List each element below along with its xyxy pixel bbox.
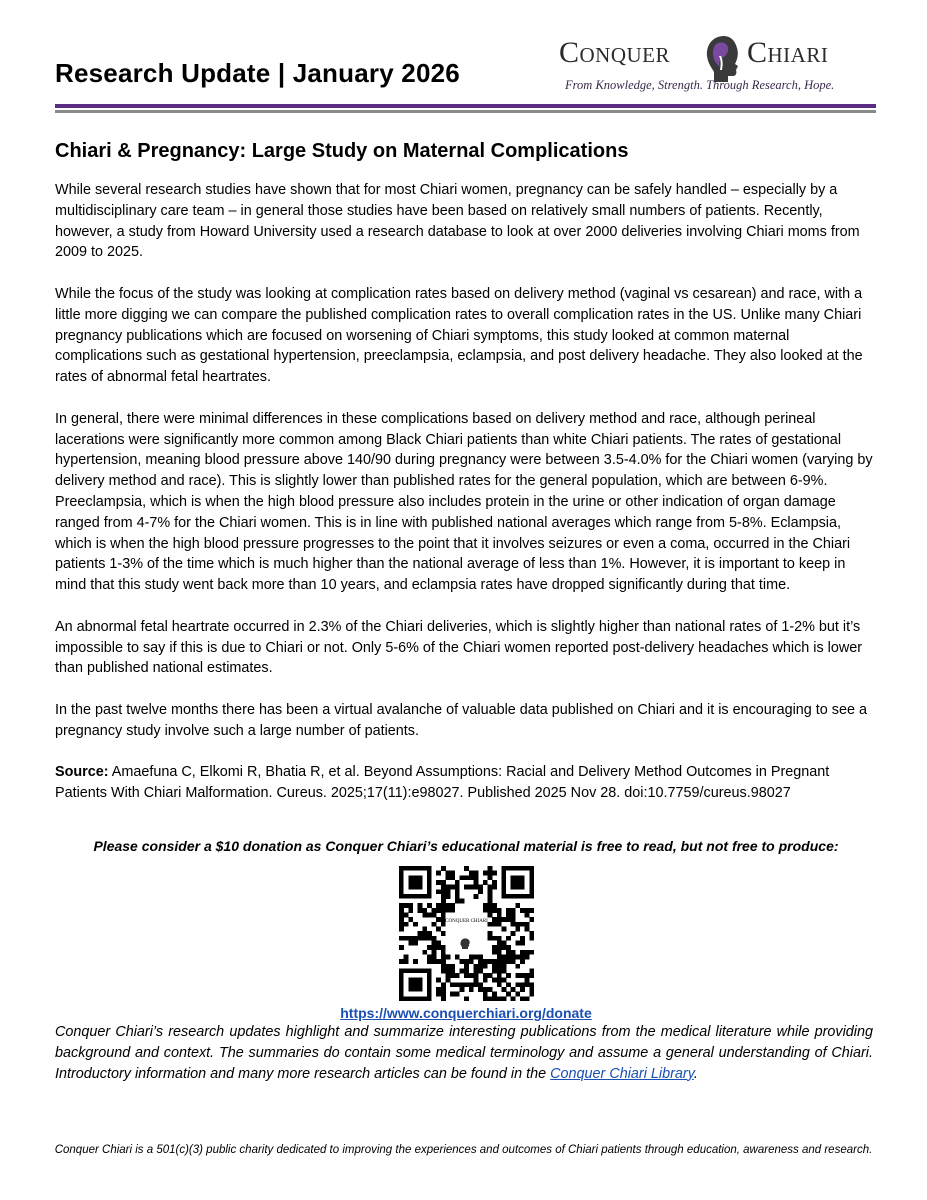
article-paragraph: While the focus of the study was looking at complication rates based on delivery method (vaginal vs cesarean) and race, with a little more digging we can compare the published complication rates to overall complication rates in the US. Unlike many Chiari pregnancy publications which are focused on worsening of Chiari symptoms, this study looked at common maternal complications such as gestational hypertension, preeclampsia, eclampsia, and post delivery headache. They also looked at the rates of abnormal fetal heartrates.: [55, 285, 863, 386]
article: [55, 140, 877, 825]
conquer-chiari-logo: [547, 36, 877, 100]
donate-qr-code[interactable]: [399, 866, 534, 1001]
footer-note: Conquer Chiari is a 501(c)(3) public charity dedicated to improving the experiences and outcomes of Chiari patients through education, awareness and research.: [54, 1144, 873, 1156]
about-end: .: [693, 1065, 698, 1082]
article-paragraph: In the past twelve months there has been a virtual avalanche of valuable data published on Chiari and it is encouraging to see a pregnancy study involve such a large number of patients.: [55, 701, 867, 739]
head-silhouette-icon: [702, 34, 742, 84]
library-link[interactable]: Conquer Chiari Library: [550, 1065, 694, 1082]
source-label: Source:: [55, 764, 109, 781]
about-paragraph: [55, 1022, 873, 1084]
logo-tagline: From Knowledge, Strength. Through Research, Hope.: [565, 78, 835, 92]
article-paragraph: In general, there were minimal differences in these complications based on delivery method and race, although perineal lacerations were significantly more common among Black Chiari patients than white Chiari patients. The rates of gestational hypertension, meaning blood pressure above 140/90 during pregnancy were between 3.5-4.0% for the Chiari women (varying by delivery method and race). This is slightly lower than published rates for the general population, which are between 6-9%. Preeclampsia, which is when the high blood pressure also includes protein in the urine or other indication of organ damage ranged from 4-7% for the Chiari women. This is in line with published national averages which range from 5-8%. Eclampsia, which is when the high blood pressure progresses to the point that it involves seizures or even a coma, occurred in the Chiari patients 1-3% of the time which is much higher than the national average of less than 1%. However, it is important to keep in mind that this study went back more than 10 years, and eclampsia rates have dropped significantly during that time.: [55, 410, 873, 594]
article-paragraph: While several research studies have shown that for most Chiari women, pregnancy can be safely handled – especially by a multidisciplinary care team – in general those studies have been based on relatively small numbers of patients. Recently, however, a study from Howard University used a research database to look at over 2000 deliveries involving Chiari moms from 2009 to 2025.: [55, 182, 860, 261]
svg-text:CONQUER CHIARI: CONQUER CHIARI: [444, 918, 488, 924]
article-title: Chiari & Pregnancy: Large Study on Maternal Complications: [55, 140, 629, 162]
logo-word-conquer: Conquer: [559, 36, 671, 69]
source-text: Amaefuna C, Elkomi R, Bhatia R, et al. Beyond Assumptions: Racial and Delivery Method Outcomes in Pregnant Patients With Chiari Malformation. Cureus. 2025;17(11):e98027. Published 2025 Nov 28. doi:10.7759/cureus.98027: [55, 764, 830, 802]
about-text: Conquer Chiari’s research updates highlight and summarize interesting publications from the medical literature while providing background and context. The summaries do contain some medical terminology and assume a general understanding of Chiari. Introductory information and many more research articles can be found in the: [55, 1024, 873, 1082]
page-header: [55, 30, 877, 110]
header-rule-gray: [55, 110, 876, 113]
donation-section: [55, 838, 877, 1023]
header-rule-purple: [55, 104, 876, 108]
logo-word-chiari: Chiari: [747, 36, 829, 69]
donate-link[interactable]: https://www.conquerchiari.org/donate: [340, 1005, 592, 1021]
article-paragraph: An abnormal fetal heartrate occurred in 2.3% of the Chiari deliveries, which is slightly higher than national rates of 1-2% but it’s impossible to say if this is due to Chiari or not. Only 5-6% of the Chiari women reported post-delivery headaches which is lower than published national estimates.: [55, 618, 863, 677]
source-citation: [55, 762, 877, 804]
donation-appeal: Please consider a $10 donation as Conquer Chiari’s educational material is free to read, but not free to produce:: [93, 838, 839, 854]
page-title: Research Update | January 2026: [55, 58, 460, 88]
